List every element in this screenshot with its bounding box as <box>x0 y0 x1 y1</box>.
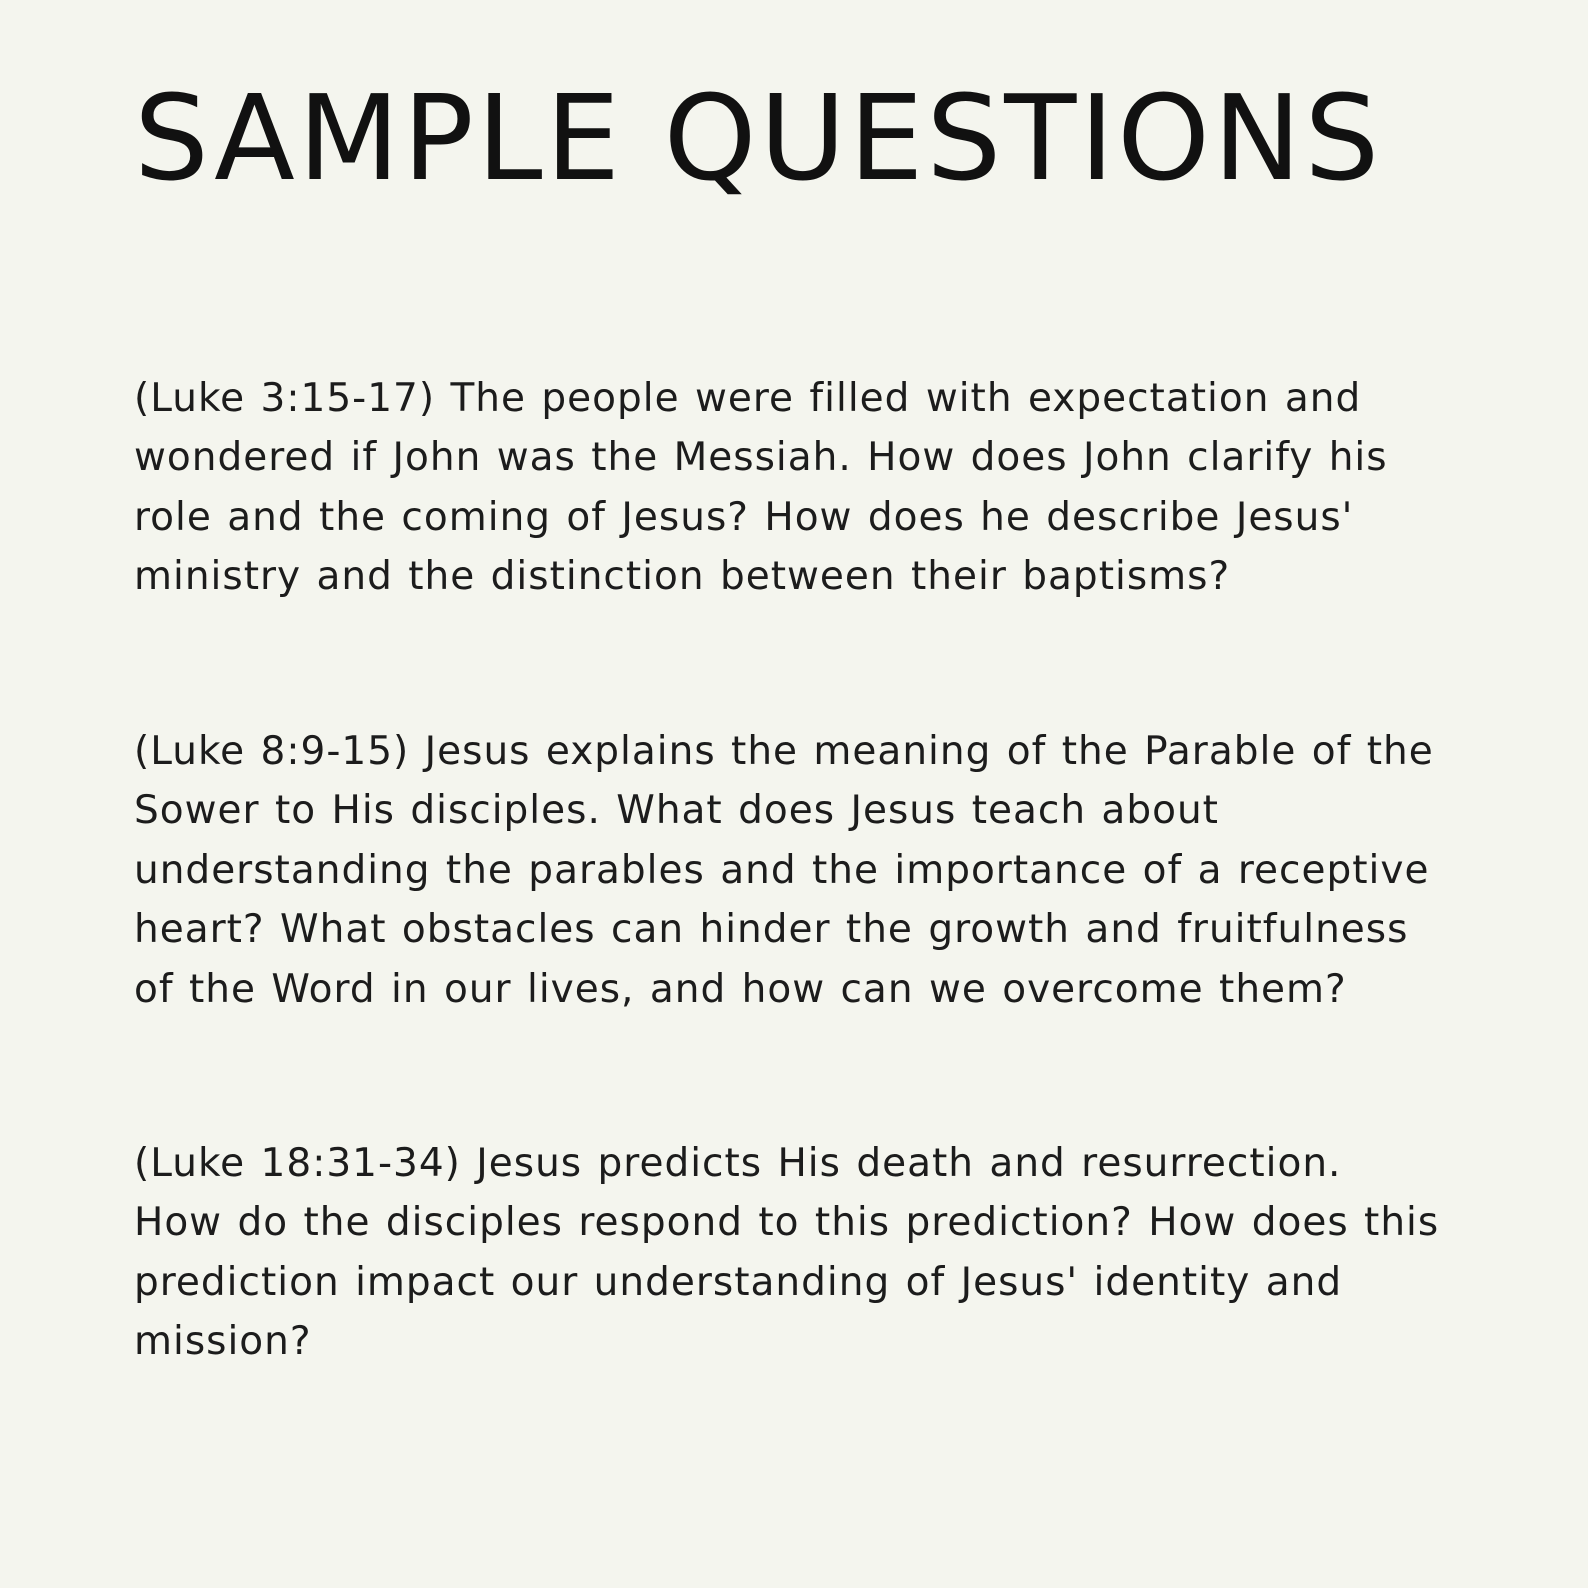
page-title: SAMPLE QUESTIONS <box>134 69 1383 207</box>
question-luke-3-15-17: (Luke 3:15-17) The people were filled with expectation and wondered if John was the Messiah. How does John clarify his role and the coming of Jesus? How does he describe Jesus' ministry and the distinction between their baptisms? <box>134 376 1388 600</box>
question-luke-18-31-34: (Luke 18:31-34) Jesus predicts His death and resurrection. How do the disciples respond to this prediction? How does this prediction impact our understanding of Jesus' identity and mission? <box>134 1141 1440 1365</box>
question-luke-8-9-15: (Luke 8:9-15) Jesus explains the meaning of the Parable of the Sower to His disciples. What does Jesus teach about understanding the parables and the importance of a receptive heart? What obstacles can hinder the growth and fruitfulness of the Word in our lives, and how can we overcome them? <box>134 729 1434 1012</box>
